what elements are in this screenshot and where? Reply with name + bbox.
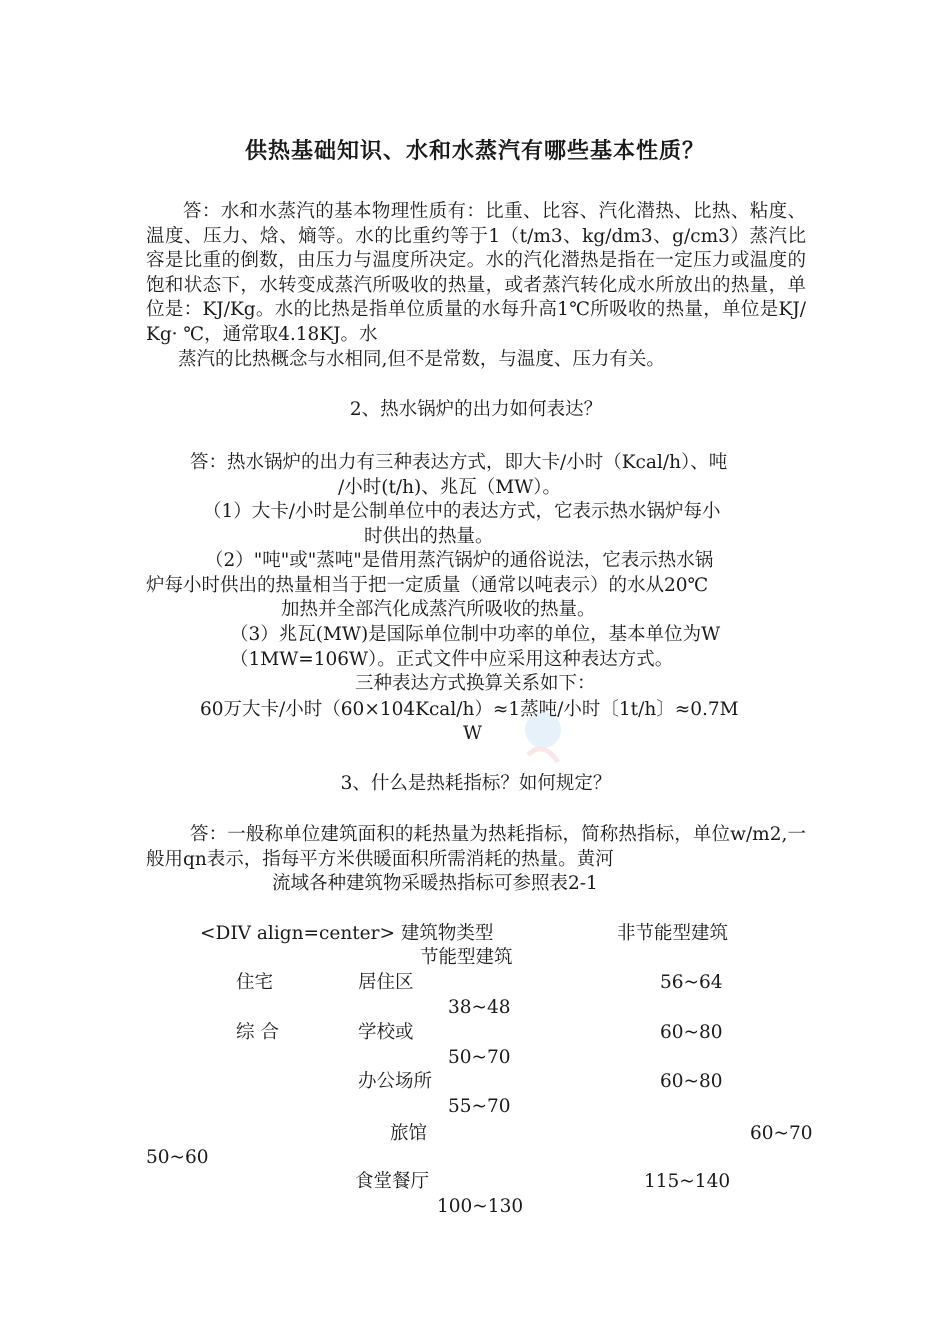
table-header-type: <DIV align=center> 建筑物类型 bbox=[200, 923, 494, 944]
document-title: 供热基础知识、水和水蒸汽有哪些基本性质？ bbox=[244, 139, 705, 164]
table-cell-non-energy: 60~80 bbox=[660, 1022, 723, 1043]
question-3-heading: 3、什么是热耗指标？如何规定？ bbox=[340, 773, 612, 794]
watermark-icon bbox=[508, 700, 578, 770]
answer-2-line-2: /小时(t/h)、兆瓦（MW）。 bbox=[338, 477, 561, 498]
table-cell-type: 食堂餐厅 bbox=[355, 1171, 430, 1192]
table-cell-energy: 38~48 bbox=[448, 997, 511, 1018]
table-cell-type: 旅馆 bbox=[390, 1123, 428, 1144]
table-group-residential: 住宅 bbox=[236, 972, 274, 993]
answer-2-item-3-line-1: （3）兆瓦(MW)是国际单位制中功率的单位，基本单位为W bbox=[230, 624, 721, 645]
answer-3-tail: 流域各种建筑物采暖热指标可参照表2-1 bbox=[272, 873, 598, 894]
question-2-heading: 2、热水锅炉的出力如何表达？ bbox=[349, 399, 603, 420]
table-cell-type: 居住区 bbox=[358, 972, 414, 993]
answer-2-item-2-line-2: 炉每小时供出的热量相当于把一定质量（通常以吨表示）的水从20℃ bbox=[146, 575, 709, 596]
table-cell-energy: 50~70 bbox=[448, 1047, 511, 1068]
answer-3-paragraph: 答：一般称单位建筑面积的耗热量为热耗指标，简称热指标，单位w/m2,一般用qn表示，指每平方米供暖面积所需消耗的热量。黄河 bbox=[146, 824, 806, 870]
table-cell-type: 学校或 bbox=[358, 1022, 414, 1043]
table-cell-energy: 100~130 bbox=[437, 1196, 524, 1217]
table-cell-non-energy: 60~80 bbox=[660, 1071, 723, 1092]
answer-2-item-3-line-2: （1MW=106W）。正式文件中应采用这种表达方式。 bbox=[230, 649, 674, 670]
answer-1-tail: 蒸汽的比热概念与水相同,但不是常数，与温度、压力有关。 bbox=[178, 349, 665, 370]
table-cell-energy: 55~70 bbox=[448, 1096, 511, 1117]
conversion-line-1: 60万大卡/小时（60×104Kcal/h）≈1蒸吨/小时〔1t/h〕≈0.7M bbox=[200, 699, 739, 720]
conversion-line-2: W bbox=[463, 723, 483, 744]
answer-2-line-1: 答：热水锅炉的出力有三种表达方式，即大卡/小时（Kcal/h）、吨 bbox=[190, 452, 728, 473]
table-header-non-energy: 非节能型建筑 bbox=[617, 923, 729, 944]
table-cell-non-energy: 56~64 bbox=[660, 972, 723, 993]
answer-2-item-2-line-3: 加热并全部汽化成蒸汽所吸收的热量。 bbox=[281, 599, 596, 620]
table-cell-non-energy: 60~70 bbox=[750, 1123, 813, 1144]
conversion-title: 三种表达方式换算关系如下： bbox=[355, 673, 596, 694]
answer-2-item-1-line-2: 时供出的热量。 bbox=[364, 526, 494, 547]
table-cell-non-energy: 115~140 bbox=[644, 1171, 731, 1192]
table-header-energy: 节能型建筑 bbox=[420, 947, 513, 968]
table-group-mixed: 综 合 bbox=[236, 1022, 279, 1043]
answer-2-item-1-line-1: （1）大卡/小时是公制单位中的表达方式，它表示热水锅炉每小 bbox=[203, 501, 721, 522]
answer-1-paragraph: 答：水和水蒸汽的基本物理性质有：比重、比容、汽化潜热、比热、粘度、温度、压力、焓、熵等。水的比重约等于1（t/m3、kg/dm3、g/cm3）蒸汽比容是比重的倒数，由压力与温度所决定。水的汽化潜热是指在一定压力或温度的饱和状态下，水转变成蒸汽所吸收的热量，或者蒸汽转化成水所放出的热量，单位是：KJ/Kg。水的比热是指单位质量的水每升高1℃所吸收的热量，单位是KJ/ Kg· ℃，通常取4.18KJ。水 bbox=[146, 201, 806, 345]
table-cell-type: 办公场所 bbox=[358, 1071, 433, 1092]
table-cell-energy: 50~60 bbox=[146, 1147, 209, 1168]
answer-2-item-2-line-1: （2）"吨"或"蒸吨"是借用蒸汽锅炉的通俗说法，它表示热水锅 bbox=[205, 550, 714, 571]
